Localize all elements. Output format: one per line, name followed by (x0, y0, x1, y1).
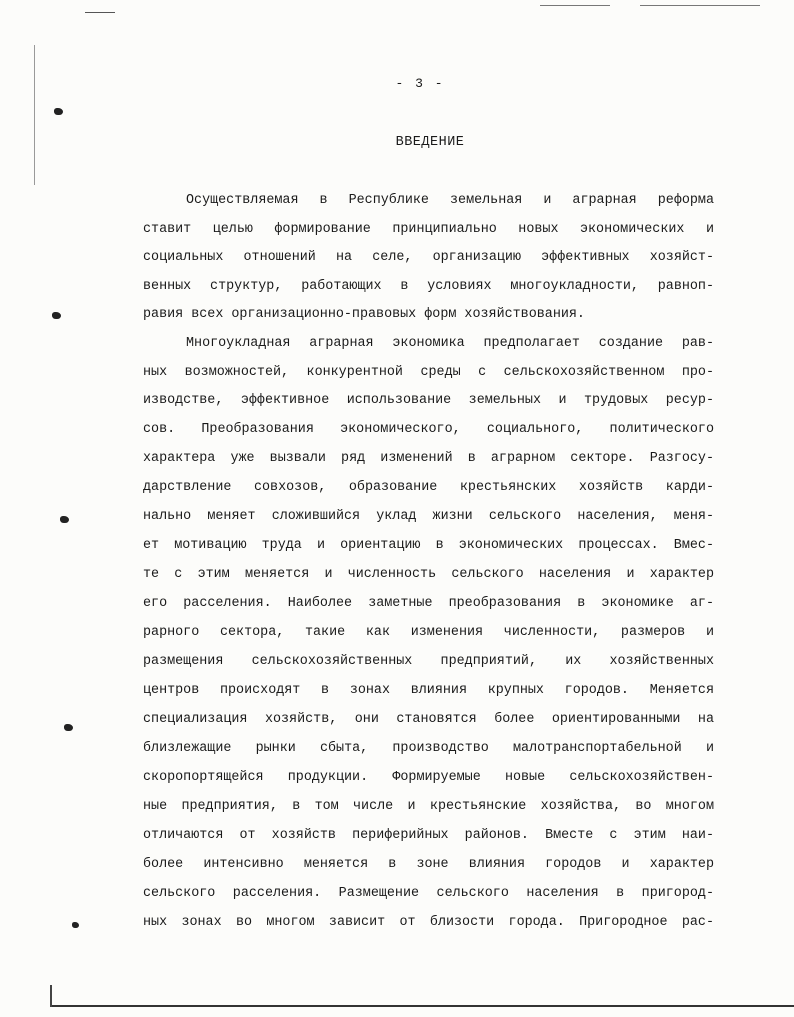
text-line: нально меняет сложившийся уклад жизни сельского населения, меня- (143, 509, 714, 524)
scan-artifact-line (34, 45, 35, 185)
text-line: ет мотивацию труда и ориентацию в экономических процессах. Вмес- (143, 538, 714, 553)
text-line: специализация хозяйств, они становятся более ориентированными на (143, 712, 714, 727)
text-line: ных зонах во многом зависит от близости города. Пригородное рас- (143, 915, 714, 930)
text-line: характера уже вызвали ряд изменений в аграрном секторе. Разгосу- (143, 451, 714, 466)
text-line: сельского расселения. Размещение сельского населения в пригород- (143, 886, 714, 901)
punch-hole-mark (52, 312, 61, 319)
text-line: отличаются от хозяйств периферийных районов. Вместе с этим наи- (143, 828, 714, 843)
scan-artifact-line (85, 12, 115, 13)
text-line: дарствление совхозов, образование крестьянских хозяйств карди- (143, 480, 714, 495)
punch-hole-mark (64, 724, 73, 731)
text-line: размещения сельскохозяйственных предприятий, их хозяйственных (143, 654, 714, 669)
text-line: близлежащие рынки сбыта, производство малотранспортабельной и (143, 741, 714, 756)
section-heading: ВВЕДЕНИЕ (395, 135, 465, 150)
scan-artifact-line (640, 5, 760, 6)
page-number: - 3 - (395, 76, 445, 91)
text-line: Многоукладная аграрная экономика предполагает создание рав- (186, 336, 714, 351)
text-line: изводстве, эффективное использование земельных и трудовых ресур- (143, 393, 714, 408)
text-line: венных структур, работающих в условиях многоукладности, равноп- (143, 279, 714, 294)
text-line: более интенсивно меняется в зоне влияния городов и характер (143, 857, 714, 872)
text-line: равия всех организационно-правовых форм хозяйствования. (143, 307, 585, 322)
text-line: Осуществляемая в Республике земельная и аграрная реформа (186, 193, 714, 208)
text-line: ных возможностей, конкурентной среды с сельскохозяйственном про- (143, 365, 714, 380)
text-line: сов. Преобразования экономического, социального, политического (143, 422, 714, 437)
text-line: рарного сектора, такие как изменения численности, размеров и (143, 625, 714, 640)
text-line: его расселения. Наиболее заметные преобразования в экономике аг- (143, 596, 714, 611)
text-line: ставит целью формирование принципиально новых экономических и (143, 222, 714, 237)
text-line: те с этим меняется и численность сельского населения и характер (143, 567, 714, 582)
punch-hole-mark (54, 108, 63, 115)
text-line: социальных отношений на селе, организацию эффективных хозяйст- (143, 250, 714, 265)
scan-artifact-line (52, 1005, 794, 1007)
text-line: центров происходят в зонах влияния крупных городов. Меняется (143, 683, 714, 698)
text-line: скоропортящейся продукции. Формируемые новые сельскохозяйствен- (143, 770, 714, 785)
punch-hole-mark (72, 922, 79, 928)
text-line: ные предприятия, в том числе и крестьянские хозяйства, во многом (143, 799, 714, 814)
punch-hole-mark (60, 516, 69, 523)
scan-artifact-line (540, 5, 610, 6)
scan-artifact-line (50, 985, 52, 1007)
